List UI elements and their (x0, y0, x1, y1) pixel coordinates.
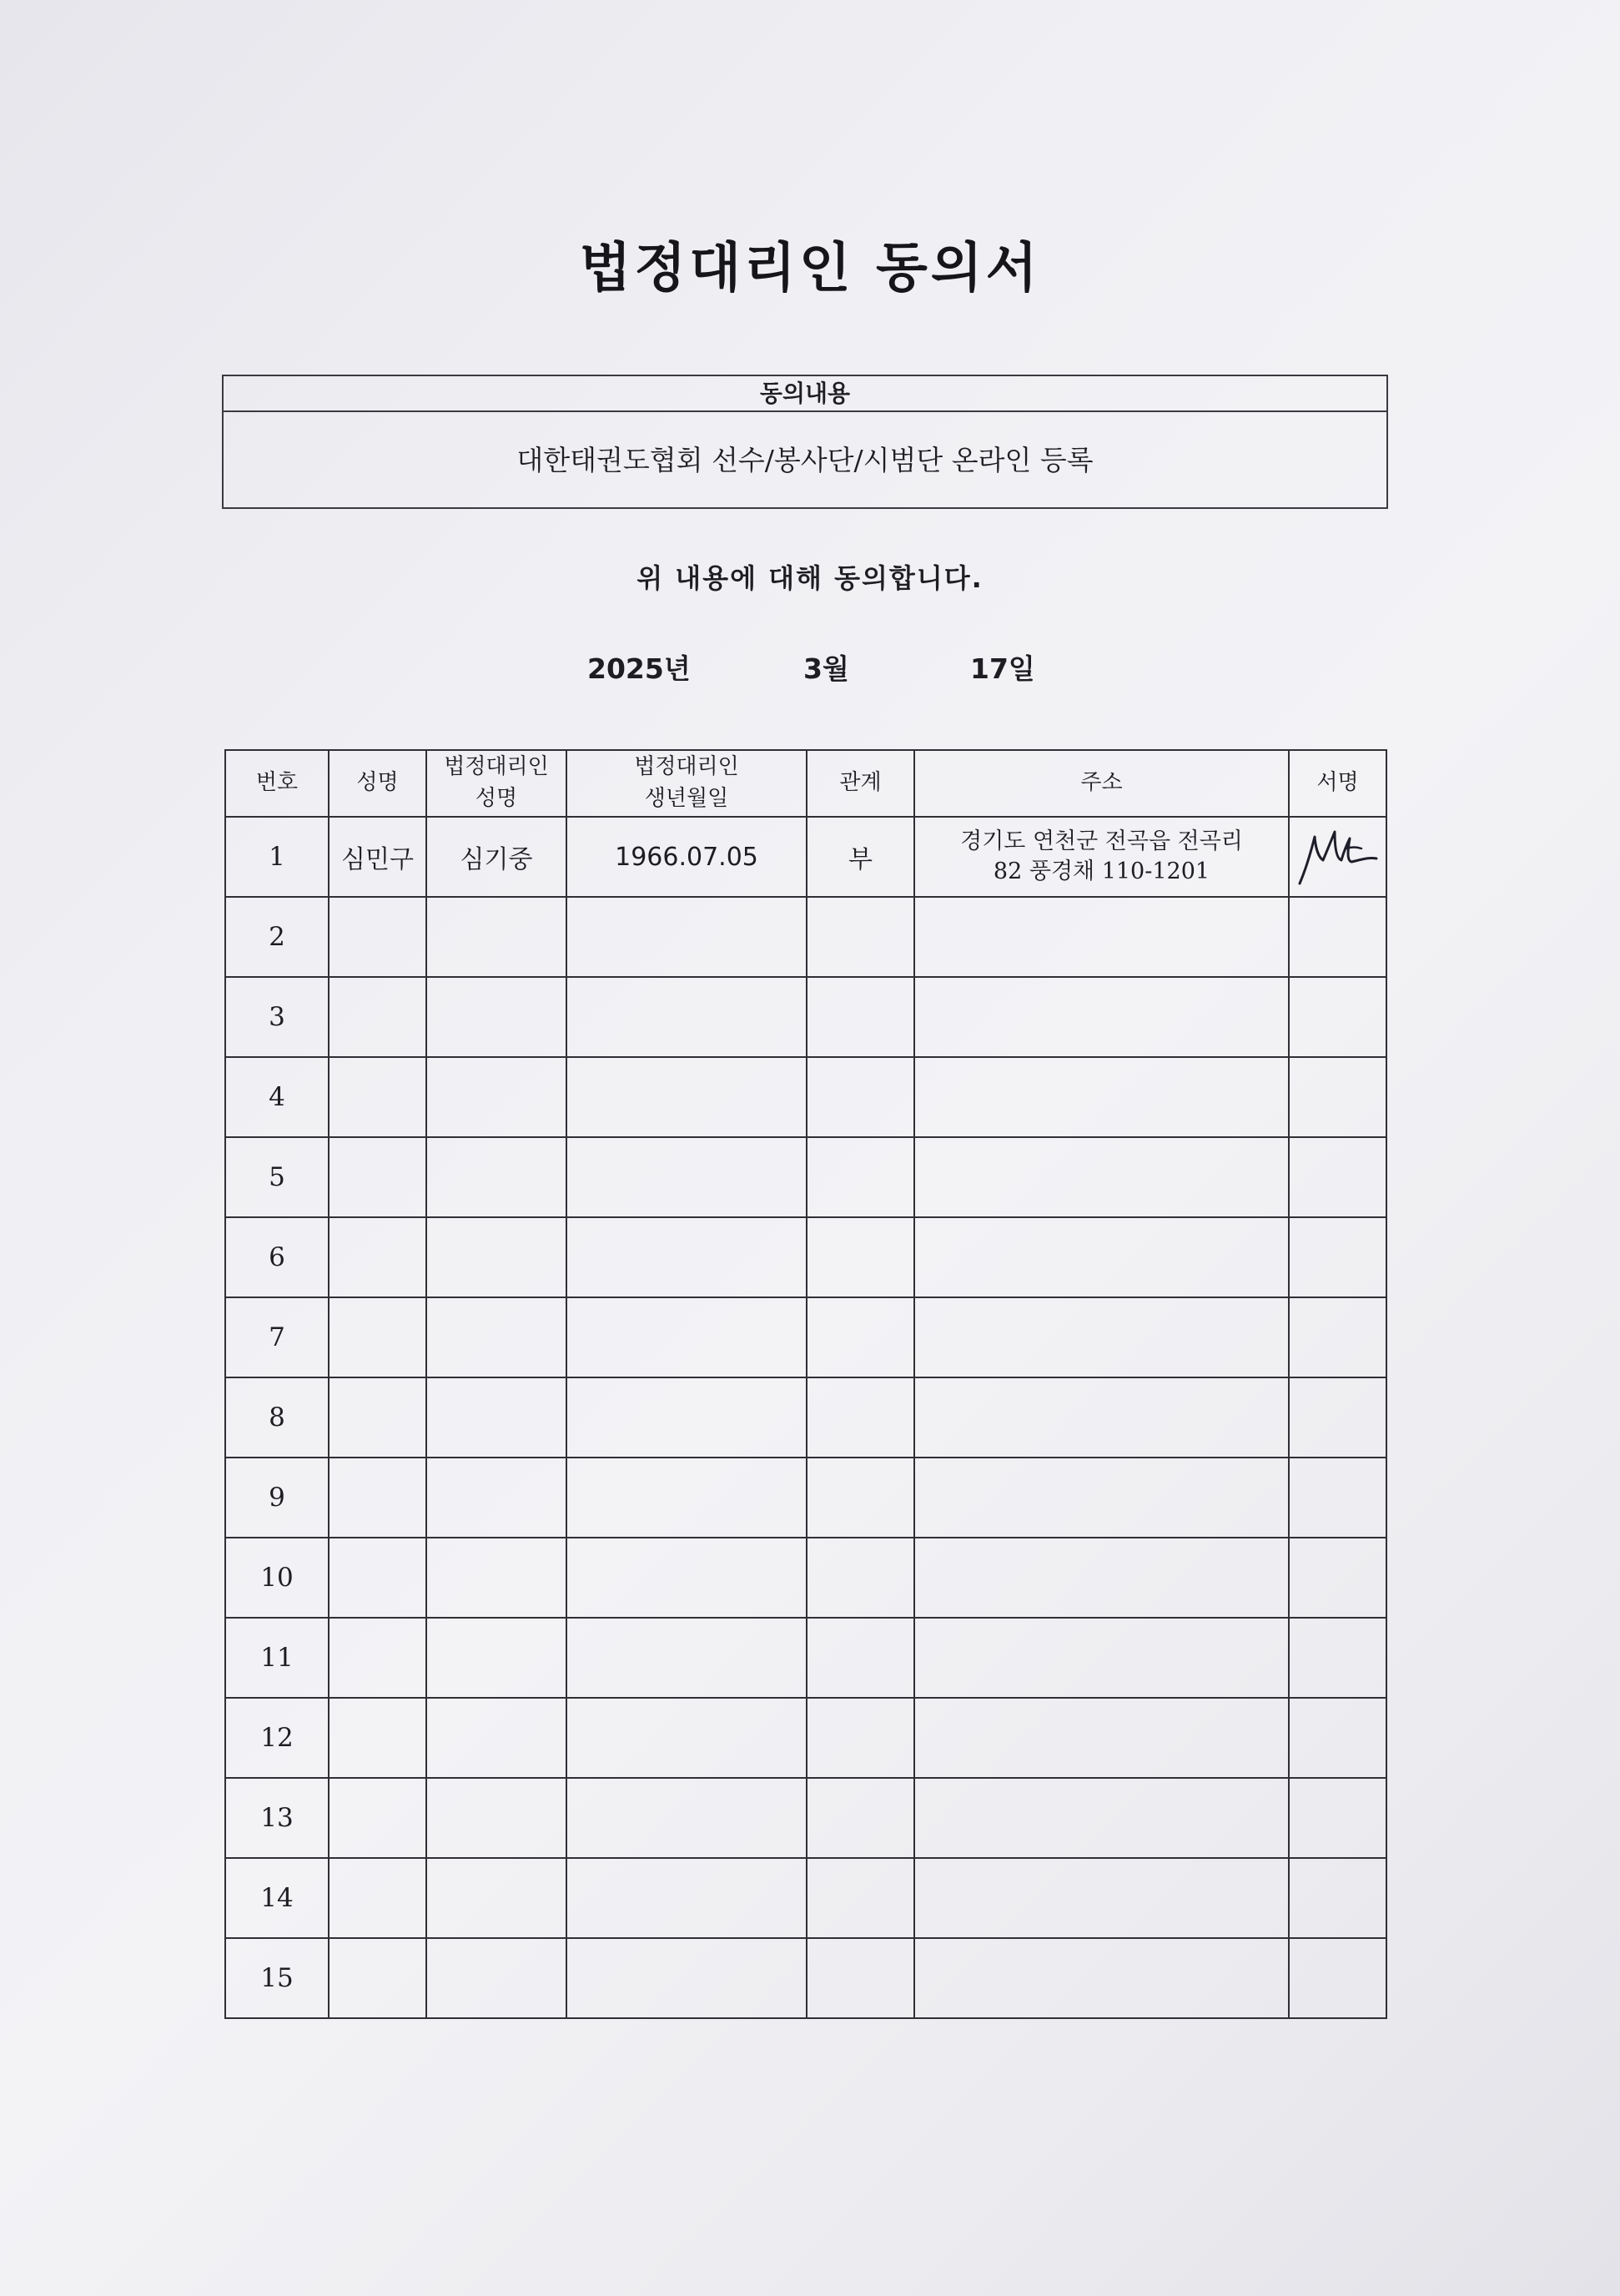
empty-cell (1289, 1057, 1386, 1137)
empty-cell (426, 1057, 566, 1137)
row-number: 14 (225, 1858, 329, 1938)
empty-cell (426, 1698, 566, 1778)
table-row (225, 1458, 1386, 1538)
applicant-name: 심민구 (329, 817, 426, 897)
table-row (225, 1538, 1386, 1618)
empty-cell (1289, 897, 1386, 977)
guardian-birthdate: 1966.07.05 (566, 817, 807, 897)
table-row (225, 1778, 1386, 1858)
header-guardian-birth-line2: 생년월일 (644, 786, 729, 811)
header-guardian-name (426, 750, 566, 817)
signature-cell (1289, 817, 1386, 897)
empty-cell (329, 1858, 426, 1938)
document-title: 법정대리인 동의서 (579, 238, 1041, 300)
empty-cell (807, 1938, 914, 2018)
empty-cell (1289, 1858, 1386, 1938)
empty-cell (807, 1858, 914, 1938)
date-day: 17일 (970, 652, 1035, 685)
header-signature-label: 서명 (1316, 770, 1359, 796)
consent-box (222, 375, 1388, 509)
empty-cell (1289, 977, 1386, 1057)
empty-cell (807, 1458, 914, 1538)
empty-cell (566, 1538, 807, 1618)
empty-cell (807, 897, 914, 977)
row-number: 2 (225, 897, 329, 977)
empty-cell (1289, 1698, 1386, 1778)
row-number: 7 (225, 1297, 329, 1377)
empty-cell (807, 1538, 914, 1618)
header-number (225, 750, 329, 817)
registration-table (224, 749, 1387, 2019)
empty-cell (329, 897, 426, 977)
empty-cell (329, 1618, 426, 1698)
empty-cell (914, 1137, 1289, 1217)
empty-cell (914, 1377, 1289, 1458)
empty-cell (566, 1217, 807, 1297)
empty-cell (566, 1377, 807, 1458)
empty-cell (426, 1217, 566, 1297)
address-line2: 82 풍경채 110-1201 (993, 858, 1210, 884)
header-relation (807, 750, 914, 817)
empty-cell (566, 977, 807, 1057)
header-name (329, 750, 426, 817)
empty-cell (566, 1137, 807, 1217)
empty-cell (807, 1698, 914, 1778)
empty-cell (566, 1778, 807, 1858)
row-number: 5 (225, 1137, 329, 1217)
empty-cell (329, 1698, 426, 1778)
empty-cell (914, 1297, 1289, 1377)
header-guardian-name-line1: 법정대리인 (444, 754, 549, 780)
empty-cell (329, 1458, 426, 1538)
empty-cell (1289, 1538, 1386, 1618)
empty-cell (914, 1538, 1289, 1618)
empty-cell (426, 1538, 566, 1618)
header-name-label: 성명 (356, 770, 399, 796)
empty-cell (807, 1217, 914, 1297)
empty-cell (1289, 1137, 1386, 1217)
address-line1: 경기도 연천군 전곡읍 전곡리 (960, 828, 1243, 854)
table-row (225, 817, 1386, 897)
date-month: 3월 (803, 652, 849, 685)
empty-cell (426, 1458, 566, 1538)
relation: 부 (807, 817, 914, 897)
empty-cell (566, 1858, 807, 1938)
row-number: 10 (225, 1538, 329, 1618)
empty-cell (1289, 1778, 1386, 1858)
empty-cell (329, 1057, 426, 1137)
empty-cell (566, 1938, 807, 2018)
empty-cell (807, 1137, 914, 1217)
header-address-label: 주소 (1080, 770, 1123, 796)
empty-cell (807, 1618, 914, 1698)
empty-cell (426, 1377, 566, 1458)
row-number: 1 (225, 817, 329, 897)
empty-cell (807, 1377, 914, 1458)
empty-cell (329, 1377, 426, 1458)
empty-cell (807, 1778, 914, 1858)
empty-cell (1289, 1217, 1386, 1297)
empty-cell (1289, 1297, 1386, 1377)
header-guardian-name-line2: 성명 (475, 786, 518, 811)
table-row (225, 1858, 1386, 1938)
consent-text: 대한태권도협회 선수/봉사단/시범단 온라인 등록 (516, 444, 1094, 476)
empty-cell (807, 977, 914, 1057)
table-header-row (225, 750, 1386, 817)
table-row (225, 897, 1386, 977)
table-row (225, 1618, 1386, 1698)
row-number: 12 (225, 1698, 329, 1778)
empty-cell (426, 1297, 566, 1377)
empty-cell (329, 1538, 426, 1618)
empty-cell (807, 1297, 914, 1377)
table-row (225, 1217, 1386, 1297)
empty-cell (914, 1778, 1289, 1858)
guardian-name: 심기중 (426, 817, 566, 897)
row-number: 15 (225, 1938, 329, 2018)
empty-cell (329, 1297, 426, 1377)
empty-cell (329, 1137, 426, 1217)
table-row (225, 1377, 1386, 1458)
row-number: 13 (225, 1778, 329, 1858)
address (914, 817, 1289, 897)
empty-cell (1289, 1618, 1386, 1698)
empty-cell (426, 1618, 566, 1698)
header-guardian-birth (566, 750, 807, 817)
empty-cell (329, 1778, 426, 1858)
header-number-label: 번호 (255, 770, 299, 796)
empty-cell (914, 1938, 1289, 2018)
empty-cell (566, 1618, 807, 1698)
empty-cell (914, 1858, 1289, 1938)
empty-cell (566, 1057, 807, 1137)
empty-cell (914, 1057, 1289, 1137)
empty-cell (426, 1938, 566, 2018)
empty-cell (426, 977, 566, 1057)
empty-cell (329, 1938, 426, 2018)
empty-cell (566, 1698, 807, 1778)
empty-cell (807, 1057, 914, 1137)
table-row (225, 977, 1386, 1057)
table-row (225, 1698, 1386, 1778)
empty-cell (426, 897, 566, 977)
empty-cell (329, 1217, 426, 1297)
table-row (225, 1297, 1386, 1377)
empty-cell (566, 1458, 807, 1538)
empty-cell (1289, 1377, 1386, 1458)
empty-cell (914, 1618, 1289, 1698)
header-address (914, 750, 1289, 817)
header-relation-label: 관계 (839, 770, 882, 796)
header-signature (1289, 750, 1386, 817)
empty-cell (566, 1297, 807, 1377)
empty-cell (426, 1137, 566, 1217)
empty-cell (914, 1217, 1289, 1297)
header-guardian-birth-line1: 법정대리인 (634, 754, 739, 780)
empty-cell (914, 1698, 1289, 1778)
handwritten-signature-icon (1293, 823, 1383, 890)
table-row (225, 1137, 1386, 1217)
empty-cell (566, 897, 807, 977)
table-row (225, 1057, 1386, 1137)
agreement-statement: 위 내용에 대해 동의합니다. (636, 562, 984, 594)
empty-cell (914, 1458, 1289, 1538)
empty-cell (914, 897, 1289, 977)
empty-cell (329, 977, 426, 1057)
empty-cell (914, 977, 1289, 1057)
consent-heading: 동의내용 (224, 376, 1386, 412)
row-number: 11 (225, 1618, 329, 1698)
row-number: 9 (225, 1458, 329, 1538)
row-number: 6 (225, 1217, 329, 1297)
row-number: 4 (225, 1057, 329, 1137)
empty-cell (426, 1858, 566, 1938)
date-year: 2025년 (587, 652, 691, 685)
empty-cell (1289, 1938, 1386, 2018)
table-row (225, 1938, 1386, 2018)
row-number: 3 (225, 977, 329, 1057)
row-number: 8 (225, 1377, 329, 1458)
empty-cell (426, 1778, 566, 1858)
empty-cell (1289, 1458, 1386, 1538)
